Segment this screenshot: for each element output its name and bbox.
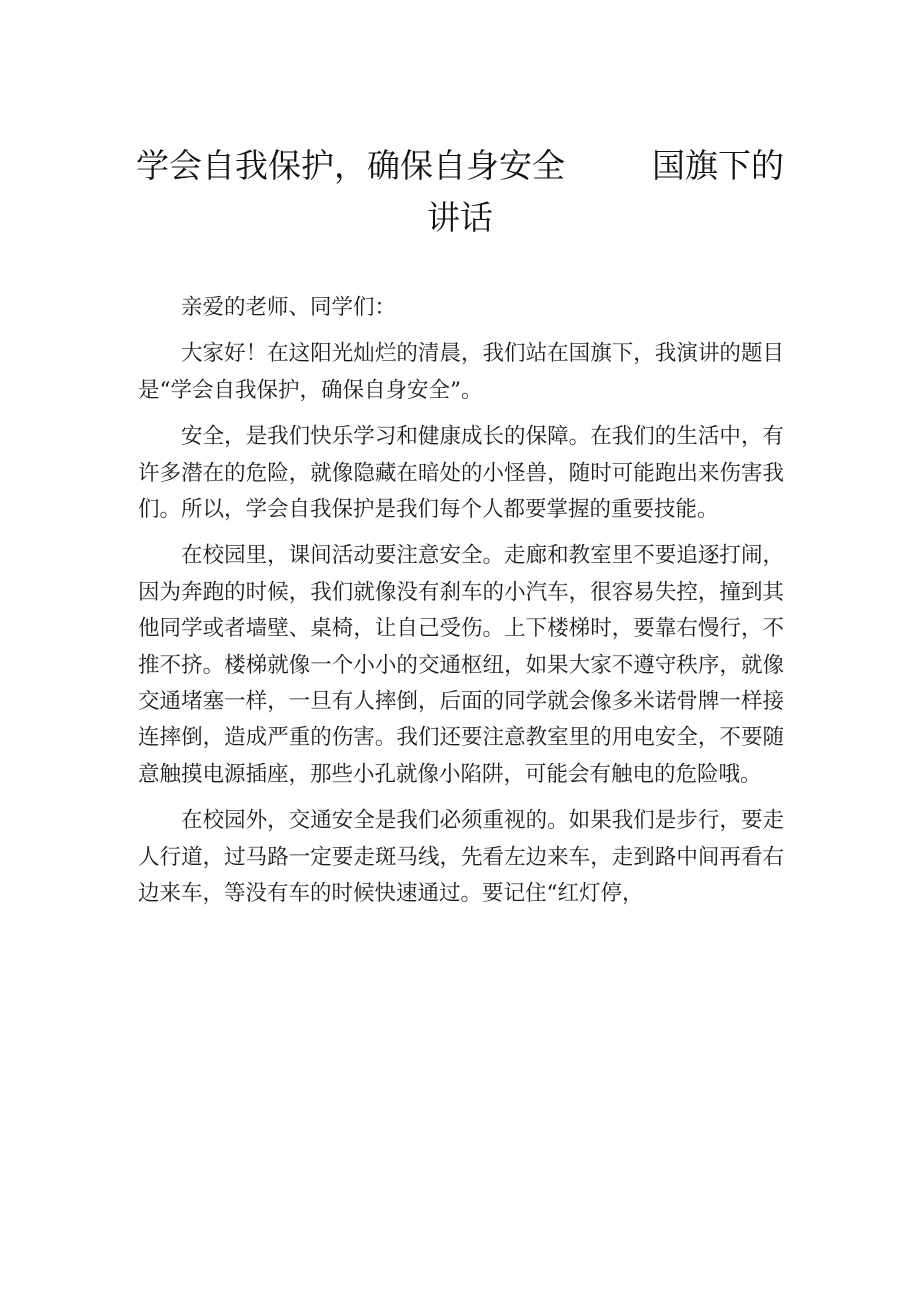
title-line-1 xyxy=(136,140,784,192)
speech-body xyxy=(138,290,784,913)
title-suffix: 国旗下的 xyxy=(652,146,784,185)
paragraph-intro: 大家好！在这阳光灿烂的清晨，我们站在国旗下，我演讲的题目是“学会自我保护，确保自身安全”。 xyxy=(138,341,784,403)
paragraph-campus: 在校园里，课间活动要注意安全。走廊和教室里不要追逐打闹，因为奔跑的时候，我们就像没有刹车的小汽车，很容易失控，撞到其他同学或者墙壁、桌椅，让自己受伤。上下楼梯时，要靠右慢行，不推不挤。楼梯就像一个小小的交通枢纽，如果大家不遵守秩序，就像交通堵塞一样，一旦有人摔倒，后面的同学就会像多米诺骨牌一样接连摔倒，造成严重的伤害。我们还要注意教室里的用电安全，不要随意触摸电源插座，那些小孔就像小陷阱，可能会有触电的危险哦。 xyxy=(138,543,784,787)
title-line-2: 讲话 xyxy=(427,198,493,237)
paragraph-safety: 安全，是我们快乐学习和健康成长的保障。在我们的生活中，有许多潜在的危险，就像隐藏在暗处的小怪兽，随时可能跑出来伤害我们。所以，学会自我保护是我们每个人都要掌握的重要技能。 xyxy=(138,424,784,523)
speech-title xyxy=(136,140,784,244)
title-main: 学会自我保护，确保自身安全 xyxy=(136,146,565,185)
paragraph-greeting: 亲爱的老师、同学们： xyxy=(181,295,397,320)
paragraph-traffic: 在校园外，交通安全是我们必须重视的。如果我们是步行，要走人行道，过马路一定要走斑马线，先看左边来车，走到路中间再看右边来车，等没有车的时候快速通过。要记住“红灯停， xyxy=(138,808,784,907)
